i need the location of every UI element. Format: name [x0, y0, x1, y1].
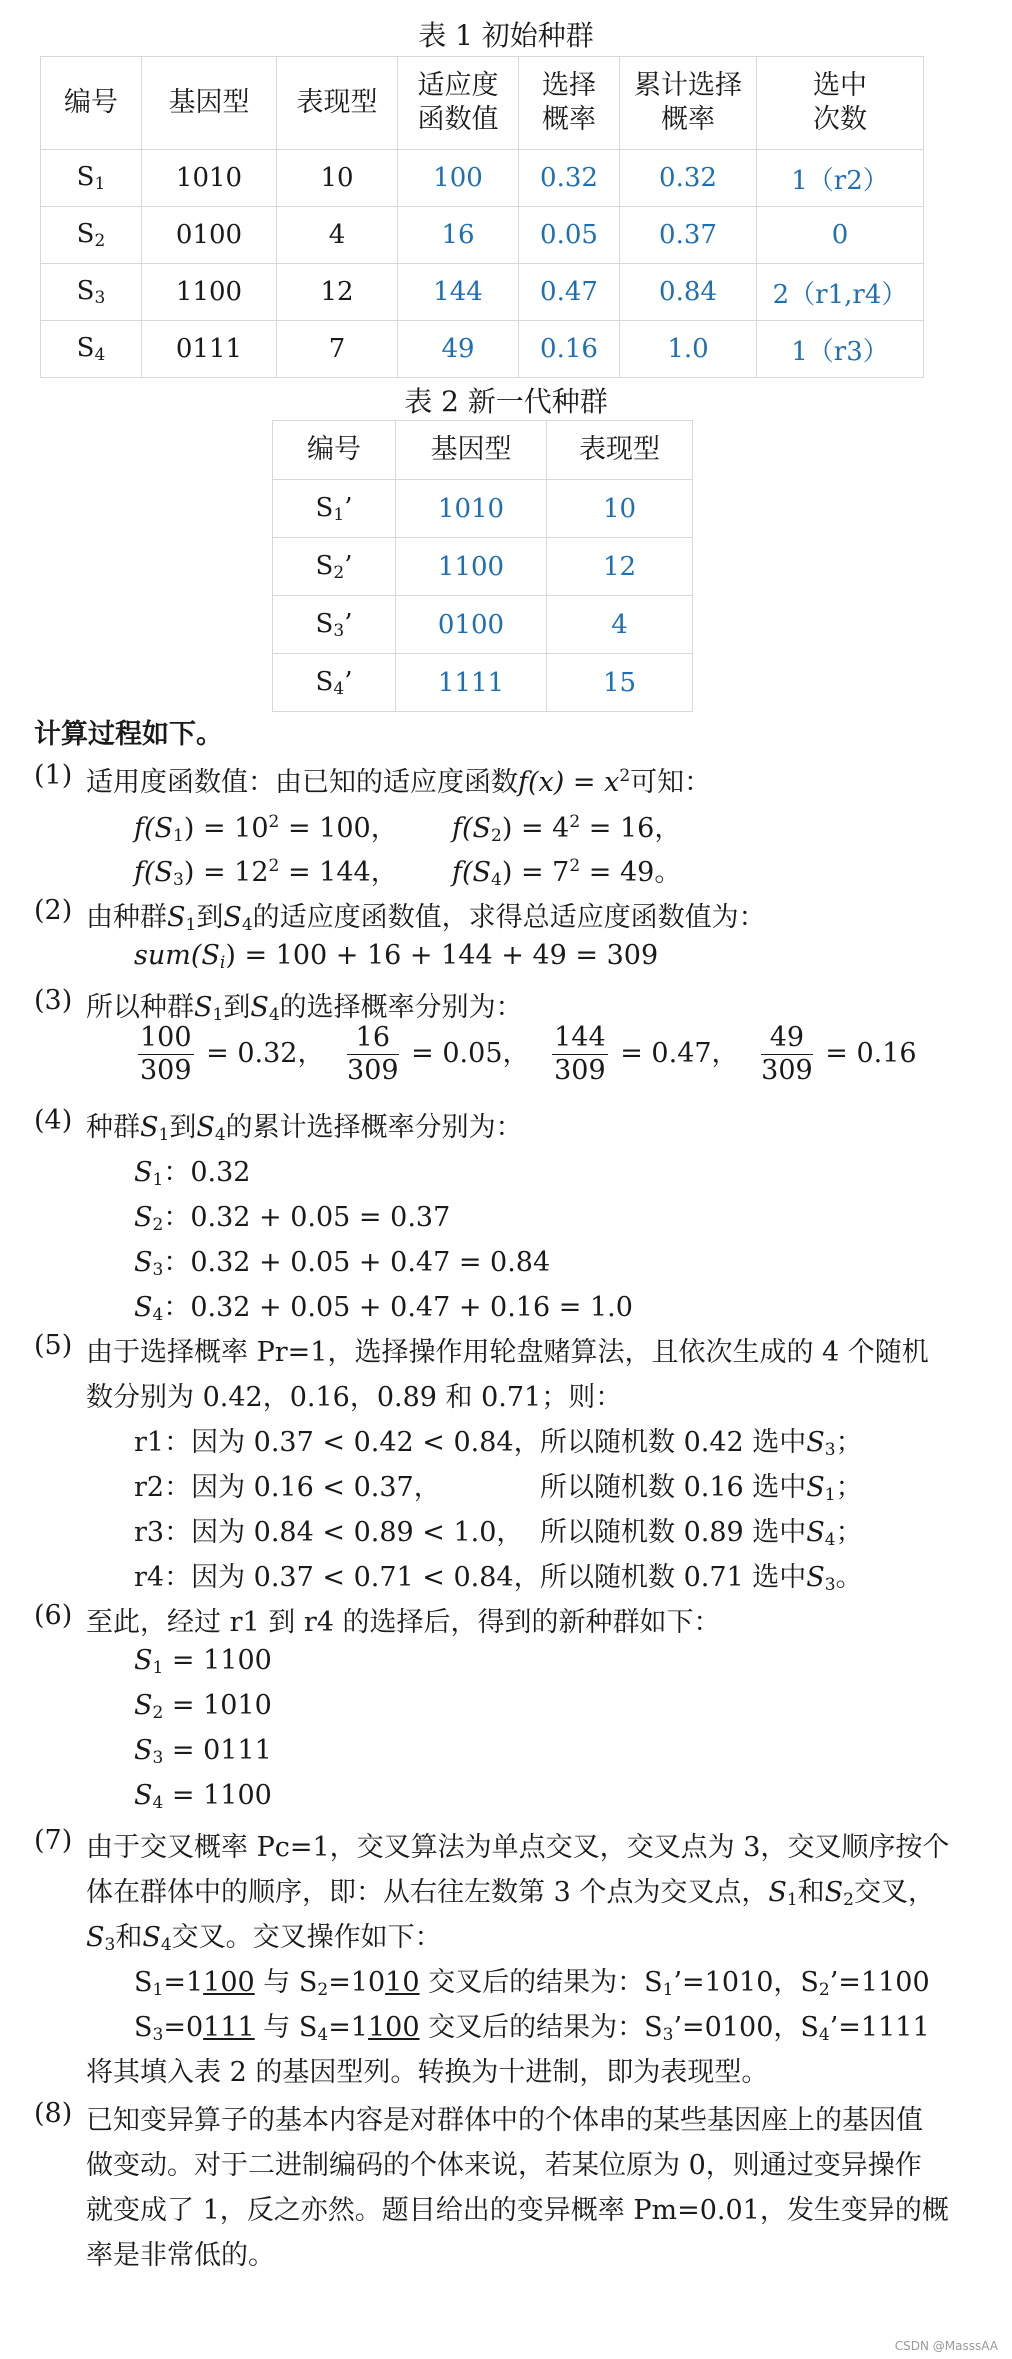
step-8-line: 已知变异算子的基本内容是对群体中的个体串的某些基因座上的基因值 — [86, 2105, 923, 2136]
header-cell: 表现型 — [277, 57, 398, 150]
denominator: 309 — [140, 1055, 192, 1086]
eq-part: = 0.32， — [197, 1038, 325, 1069]
eq-sub: i — [219, 953, 226, 973]
cell: 0100 — [396, 596, 547, 654]
equation: $S_3 = 0111$ — [134, 1735, 272, 1768]
selection-reason: r3：因为 0.84 < 0.89 < 1.0， — [134, 1517, 524, 1548]
text: 所以随机数 0.89 选中 — [540, 1517, 807, 1548]
cell-id — [41, 321, 142, 378]
cell-id — [41, 264, 142, 321]
table-row — [273, 480, 693, 538]
cell: 12 — [547, 538, 693, 596]
step-7-line-3: $S_3$和$S_4$交叉。交叉操作如下： — [86, 1922, 442, 1955]
text: 的累计选择概率分别为： — [225, 1112, 523, 1143]
text: 。 — [835, 1562, 863, 1593]
formula: f(x) = x — [518, 767, 620, 798]
eq-sub: 2 — [491, 826, 502, 846]
cell: 1111 — [396, 654, 547, 712]
cell-id — [273, 480, 396, 538]
text: 可知： — [630, 767, 712, 798]
cell-id — [273, 596, 396, 654]
cell: 12 — [277, 264, 398, 321]
cell-text: S — [76, 276, 95, 306]
header-cell — [398, 57, 519, 150]
cell: 0.05 — [519, 207, 620, 264]
text: =1 — [163, 1967, 204, 1998]
equation — [134, 850, 398, 890]
eq-part: = 49。 — [580, 857, 682, 888]
cell: 0.16 — [519, 321, 620, 378]
fraction — [761, 1022, 813, 1087]
step-number: (5) — [34, 1330, 73, 1361]
fraction — [138, 1022, 194, 1087]
text: 的选择概率分别为： — [279, 992, 523, 1023]
fraction — [347, 1022, 399, 1087]
cell: 0111 — [142, 321, 277, 378]
crossover-2: $S_3=0111$ 与 $S_4=1100$ 交叉后的结果为：$S_3’=0100$，$S_4’=1111$ — [134, 2012, 930, 2045]
text: ； — [835, 1427, 863, 1458]
header-text: 累计选择 概率 — [634, 70, 742, 135]
cell: 1（r3） — [757, 321, 924, 378]
selection-result: 所以随机数 0.42 选中$S_3$； — [540, 1427, 863, 1460]
text: ； — [835, 1517, 863, 1548]
numerator: 16 — [347, 1022, 399, 1055]
table2 — [272, 420, 693, 712]
eq-part: ：0.32 + 0.05 + 0.47 + 0.16 = 1.0 — [163, 1292, 633, 1323]
cell: 0.32 — [519, 150, 620, 207]
step-number: (4) — [34, 1105, 73, 1136]
underlined-bits: 100 — [203, 1967, 255, 1998]
denominator: 309 — [761, 1055, 813, 1086]
cell-sub: 3 — [94, 288, 106, 308]
eq-part: = 1100 — [163, 1780, 272, 1811]
step-number: (8) — [34, 2098, 73, 2129]
equation: $S_2 = 1010$ — [134, 1690, 272, 1723]
eq-part: = 0.47， — [611, 1038, 739, 1069]
crossover-1: $S_1=1100$ 与 $S_2=1010$ 交叉后的结果为：$S_1’=1010$，$S_2’=1100$ — [134, 1967, 930, 2000]
eq-sub: 4 — [491, 870, 502, 890]
eq-part: f(S — [452, 813, 492, 844]
eq-part: f(S — [134, 857, 174, 888]
cell: 7 — [277, 321, 398, 378]
cell-text: ’ — [344, 550, 353, 581]
text: 到 — [223, 992, 251, 1023]
header-cell: 编号 — [273, 421, 396, 480]
table-row — [41, 264, 924, 321]
eq-part: ) = 12 — [183, 857, 269, 888]
step-7-line-1: 由于交叉概率 Pc=1，交叉算法为单点交叉，交叉点为 3，交叉顺序按个 — [86, 1832, 950, 1863]
eq-part: = 0.16 — [816, 1038, 917, 1069]
selection-reason: r1：因为 0.37 < 0.42 < 0.84， — [134, 1427, 541, 1458]
step-number: (2) — [34, 895, 73, 926]
step-2-text: 由种群$S_1$到$S_4$的适应度函数值，求得总适应度函数值为： — [86, 902, 766, 935]
cell: 10 — [277, 150, 398, 207]
eq-part: ：0.32 + 0.05 + 0.47 = 0.84 — [163, 1247, 551, 1278]
numerator: 49 — [761, 1022, 813, 1055]
text: 由种群 — [86, 902, 167, 933]
sub: 3 — [824, 1440, 836, 1460]
eq-part: = 100， — [279, 813, 398, 844]
text: =0 — [163, 2012, 204, 2043]
eq-part: ：0.32 + 0.05 = 0.37 — [163, 1202, 451, 1233]
cell: 15 — [547, 654, 693, 712]
equation: $S_4$：0.32 + 0.05 + 0.47 + 0.16 = 1.0 — [134, 1292, 633, 1325]
equation: $S_1$：0.32 — [134, 1157, 251, 1190]
step-5-line-2: 数分别为 0.42，0.16，0.89 和 0.71；则： — [86, 1382, 623, 1413]
text: 交叉。交叉操作如下： — [171, 1922, 442, 1953]
cell-text: S — [76, 219, 95, 249]
cell-sub: 1 — [333, 504, 345, 525]
cell-sub: 2 — [94, 231, 106, 251]
eq-part: = 0111 — [163, 1735, 272, 1766]
cell: 1010 — [142, 150, 277, 207]
cell-id — [273, 654, 396, 712]
text: ’=0100，S — [673, 2012, 819, 2043]
header-cell — [519, 57, 620, 150]
numerator: 100 — [140, 1022, 192, 1053]
equation — [134, 940, 658, 973]
step-number: (7) — [34, 1825, 73, 1856]
cell-sub: 2 — [333, 562, 345, 583]
header-cell: 基因型 — [142, 57, 277, 150]
text: 交叉后的结果为：S — [419, 2012, 663, 2043]
step-8-line: 率是非常低的。 — [86, 2240, 275, 2271]
cell: 1（r2） — [757, 150, 924, 207]
step-6-text: 至此，经过 r1 到 r4 的选择后，得到的新种群如下： — [86, 1607, 721, 1638]
text: 种群 — [86, 1112, 140, 1143]
text: 适用度函数值：由已知的适应度函数 — [86, 767, 518, 798]
eq-part: ) = 10 — [183, 813, 269, 844]
cell-id — [273, 538, 396, 596]
table2-caption: 表 2 新一代种群 — [404, 385, 608, 418]
text: 与 S — [254, 1967, 318, 1998]
text: 和 — [797, 1877, 825, 1908]
eq-sub: 3 — [173, 870, 184, 890]
cell: 0.32 — [620, 150, 757, 207]
cell-sub: 4 — [333, 678, 345, 699]
equation: $S_2$：0.32 + 0.05 = 0.37 — [134, 1202, 451, 1235]
cell-text: S — [76, 333, 95, 363]
fraction — [552, 1022, 608, 1087]
eq-part: = 1100 — [163, 1645, 272, 1676]
equation: $S_1 = 1100$ — [134, 1645, 272, 1678]
text: ’=1100 — [829, 1967, 930, 1998]
table-row — [273, 538, 693, 596]
cell-text: ’ — [344, 608, 353, 639]
eq-part: sum(S — [134, 940, 220, 971]
eq-part: = 1010 — [163, 1690, 272, 1721]
table-row — [273, 596, 693, 654]
cell: 16 — [398, 207, 519, 264]
sub: 4 — [824, 1530, 836, 1550]
step-5-line-1: 由于选择概率 Pr=1，选择操作用轮盘赌算法，且依次生成的 4 个随机 — [86, 1337, 929, 1368]
eq-part: ) = 100 + 16 + 144 + 49 = 309 — [225, 940, 659, 971]
eq-part: ) = 7 — [501, 857, 570, 888]
selection-reason: r4：因为 0.37 < 0.71 < 0.84， — [134, 1562, 541, 1593]
text: =10 — [328, 1967, 386, 1998]
cell: 1100 — [396, 538, 547, 596]
cell: 0.84 — [620, 264, 757, 321]
eq-part: f(S — [134, 813, 174, 844]
eq-part: = 16， — [580, 813, 682, 844]
cell-text: S — [315, 666, 334, 697]
text: ’=1111 — [829, 2012, 930, 2043]
table1-header — [41, 57, 924, 150]
cell-sub: 1 — [94, 174, 106, 194]
cell: 0100 — [142, 207, 277, 264]
step-1-text — [86, 760, 711, 799]
eq-part: = 144， — [279, 857, 398, 888]
selection-result: 所以随机数 0.71 选中$S_3$。 — [540, 1562, 863, 1595]
table2-header — [273, 421, 693, 480]
text: =1 — [328, 2012, 368, 2043]
cell: 0.47 — [519, 264, 620, 321]
text: 到 — [169, 1112, 197, 1143]
denominator: 309 — [554, 1055, 606, 1086]
cell: 144 — [398, 264, 519, 321]
header-cell: 基因型 — [396, 421, 547, 480]
eq-sup: 2 — [268, 812, 280, 832]
table1 — [40, 56, 924, 378]
text: 体在群体中的顺序，即：从右往左数第 3 个点为交叉点， — [86, 1877, 769, 1908]
text: 的适应度函数值，求得总适应度函数值为： — [252, 902, 766, 933]
text: 交叉后的结果为：S — [419, 1967, 663, 1998]
cell-sub: 3 — [333, 620, 345, 641]
cell-text: S — [76, 162, 95, 192]
equation — [134, 806, 398, 846]
table-row — [41, 207, 924, 264]
underlined-bits: 10 — [385, 1967, 420, 1998]
cell: 100 — [398, 150, 519, 207]
cell-sub: 4 — [94, 345, 106, 365]
step-number: (3) — [34, 985, 73, 1016]
cell-text: ’ — [344, 666, 353, 697]
cell: 4 — [277, 207, 398, 264]
cell-text: S — [315, 550, 334, 581]
header-text: 选择 概率 — [542, 70, 596, 135]
cell-id — [41, 150, 142, 207]
process-heading: 计算过程如下。 — [34, 719, 223, 750]
equation: $S_3$：0.32 + 0.05 + 0.47 = 0.84 — [134, 1247, 551, 1280]
eq-part: f(S — [452, 857, 492, 888]
header-text: 选中 次数 — [813, 70, 867, 135]
eq-sub: 1 — [173, 826, 184, 846]
cell: 1010 — [396, 480, 547, 538]
header-cell — [620, 57, 757, 150]
cell-text: S — [315, 492, 334, 523]
step-4-text: 种群$S_1$到$S_4$的累计选择概率分别为： — [86, 1112, 523, 1145]
selection-result: 所以随机数 0.16 选中$S_1$； — [540, 1472, 863, 1505]
step-number: (1) — [34, 760, 73, 791]
equation — [452, 806, 681, 846]
equation: $S_4 = 1100$ — [134, 1780, 272, 1813]
cell-text: ’ — [344, 492, 353, 523]
header-cell: 编号 — [41, 57, 142, 150]
cell: 49 — [398, 321, 519, 378]
step-number: (6) — [34, 1600, 73, 1631]
header-cell: 表现型 — [547, 421, 693, 480]
underlined-bits: 111 — [203, 2012, 255, 2043]
denominator: 309 — [347, 1055, 399, 1086]
table-row — [41, 150, 924, 207]
watermark: CSDN @MasssAA — [894, 2339, 998, 2353]
step-7-line-4: 将其填入表 2 的基因型列。转换为十进制，即为表现型。 — [86, 2057, 769, 2088]
selection-result: 所以随机数 0.89 选中$S_4$； — [540, 1517, 863, 1550]
eq-sup: 2 — [569, 856, 581, 876]
table1-caption: 表 1 初始种群 — [418, 19, 594, 52]
text: 交叉， — [854, 1877, 935, 1908]
step-7-line-2: 体在群体中的顺序，即：从右往左数第 3 个点为交叉点，$S_1$和$S_2$交叉， — [86, 1877, 935, 1910]
fractions — [134, 1022, 917, 1087]
text: 所以随机数 0.16 选中 — [540, 1472, 807, 1503]
eq-part: ：0.32 — [163, 1157, 251, 1188]
cell: 0.37 — [620, 207, 757, 264]
sub: 1 — [824, 1485, 836, 1505]
table-row — [41, 321, 924, 378]
numerator: 144 — [554, 1022, 606, 1053]
step-3-text: 所以种群$S_1$到$S_4$的选择概率分别为： — [86, 992, 523, 1025]
text: 所以随机数 0.42 选中 — [540, 1427, 807, 1458]
text: 所以随机数 0.71 选中 — [540, 1562, 807, 1593]
header-cell — [757, 57, 924, 150]
text: 到 — [196, 902, 224, 933]
text: 和 — [115, 1922, 143, 1953]
sub: 3 — [824, 1575, 836, 1595]
equation — [452, 850, 681, 890]
cell: 4 — [547, 596, 693, 654]
cell-id — [41, 207, 142, 264]
eq-part: ) = 4 — [501, 813, 570, 844]
text: 与 S — [254, 2012, 318, 2043]
selection-reason: r2：因为 0.16 < 0.37， — [134, 1472, 441, 1503]
text: ； — [835, 1472, 863, 1503]
table-row — [273, 654, 693, 712]
cell: 10 — [547, 480, 693, 538]
header-text: 适应度 函数值 — [417, 70, 499, 135]
cell-text: S — [315, 608, 334, 639]
cell: 1.0 — [620, 321, 757, 378]
text: 所以种群 — [86, 992, 194, 1023]
sup: 2 — [619, 766, 631, 786]
step-8-line: 就变成了 1，反之亦然。题目给出的变异概率 Pm=0.01，发生变异的概 — [86, 2195, 949, 2226]
eq-part: = 0.05， — [402, 1038, 530, 1069]
eq-sup: 2 — [569, 812, 581, 832]
underlined-bits: 100 — [368, 2012, 420, 2043]
step-8-line: 做变动。对于二进制编码的个体来说，若某位原为 0，则通过变异操作 — [86, 2150, 922, 2181]
eq-sup: 2 — [268, 856, 280, 876]
cell: 0 — [757, 207, 924, 264]
text: ’=1010，S — [673, 1967, 819, 1998]
cell: 1100 — [142, 264, 277, 321]
cell: 2（r1,r4） — [757, 264, 924, 321]
